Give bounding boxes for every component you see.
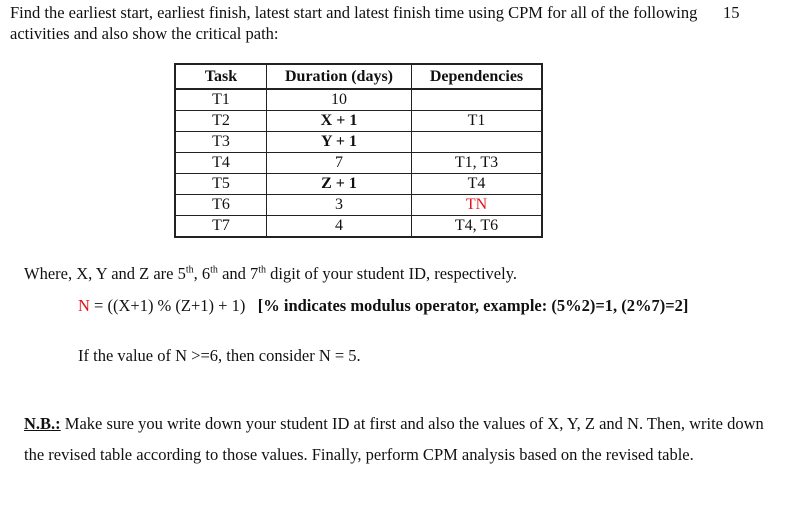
dependencies-cell	[412, 89, 543, 111]
n-formula	[78, 295, 688, 317]
ordinal-suffix: th	[210, 264, 218, 276]
dependencies-cell: T4, T6	[412, 216, 543, 238]
task-cell: T3	[175, 132, 267, 153]
duration-cell: 3	[267, 195, 412, 216]
table-row	[175, 132, 542, 153]
table-row	[175, 174, 542, 195]
nb-text: Make sure you write down your student ID at first and also the values of X, Y, Z and N. Then, write down the revised table according to those values. Finally, perform CPM analysis based on the revised table.	[24, 414, 764, 464]
table-header-row	[175, 64, 542, 89]
dependencies-cell: T1, T3	[412, 153, 543, 174]
task-cell: T4	[175, 153, 267, 174]
ordinal-suffix: th	[258, 264, 267, 276]
where-line	[24, 263, 517, 285]
duration-cell: Z + 1	[267, 174, 412, 195]
nb-label: N.B.:	[24, 414, 61, 433]
question-text: Find the earliest start, earliest finish, latest start and latest finish time using CPM for all of the following activities and also show the critical path:	[10, 3, 698, 43]
table-row	[175, 216, 542, 238]
duration-cell: 7	[267, 153, 412, 174]
header-dependencies: Dependencies	[412, 64, 543, 89]
dependencies-cell: T1	[412, 111, 543, 132]
task-cell: T5	[175, 174, 267, 195]
duration-cell: Y + 1	[267, 132, 412, 153]
table-row	[175, 111, 542, 132]
n-expression: = ((X+1) % (Z+1) + 1)	[89, 296, 246, 315]
nb-paragraph	[24, 408, 784, 470]
ordinal-suffix: th	[185, 264, 194, 276]
where-prefix: Where, X, Y and Z are 5	[24, 264, 186, 283]
table-row	[175, 89, 542, 111]
task-cell: T2	[175, 111, 267, 132]
task-cell: T1	[175, 89, 267, 111]
table-row	[175, 195, 542, 216]
duration-cell: 10	[267, 89, 412, 111]
condition-text: If the value of N >=6, then consider N = 5.	[78, 346, 361, 365]
n-symbol: N	[78, 296, 90, 315]
duration-cell: 4	[267, 216, 412, 238]
task-cell: T6	[175, 195, 267, 216]
activity-table	[174, 63, 543, 238]
modulus-note: [% indicates modulus operator, example: (5%2)=1, (2%7)=2]	[257, 296, 689, 315]
marks-value: 15	[723, 3, 740, 22]
where-suffix: digit of your student ID, respectively.	[266, 264, 518, 283]
header-duration: Duration (days)	[267, 64, 412, 89]
where-mid1: , 6	[193, 264, 211, 283]
dependencies-cell-highlight: TN	[412, 195, 543, 216]
table-row	[175, 153, 542, 174]
task-cell: T7	[175, 216, 267, 238]
duration-cell: X + 1	[267, 111, 412, 132]
dependencies-cell: T4	[412, 174, 543, 195]
dependencies-cell	[412, 132, 543, 153]
where-mid2: and 7	[217, 264, 259, 283]
header-task: Task	[175, 64, 267, 89]
